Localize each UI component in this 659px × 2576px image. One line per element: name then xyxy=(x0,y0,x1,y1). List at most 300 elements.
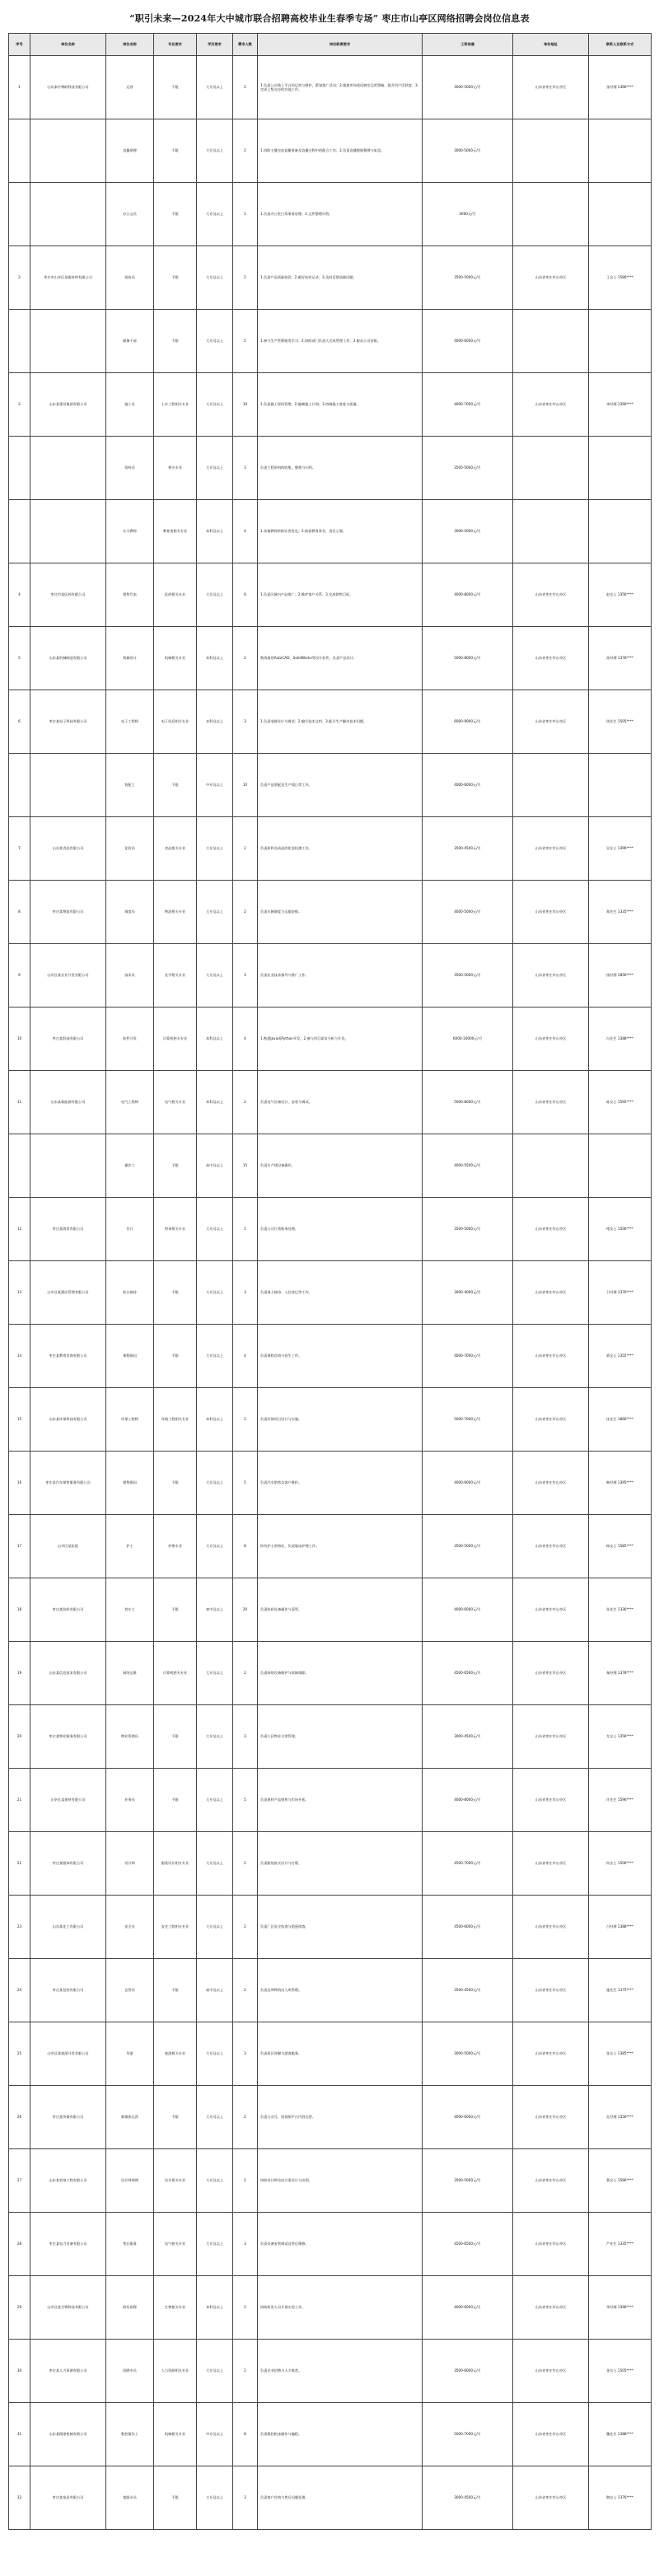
table-row xyxy=(9,119,652,183)
cell-contact xyxy=(589,754,652,817)
cell-education: 大专及以上 xyxy=(197,1832,233,1896)
cell-address: 山东省枣庄市山亭区 xyxy=(513,944,589,1007)
table-row xyxy=(9,500,652,563)
cell-education: 大专及以上 xyxy=(197,310,233,373)
cell-requirements: 1.负责区域内产品推广；2.维护客户关系；3.完成销售目标。 xyxy=(258,563,423,627)
cell-salary: 5000-7000元/月 xyxy=(423,2403,513,2466)
cell-count: 3 xyxy=(233,437,258,500)
cell-education: 大专及以上 xyxy=(197,183,233,246)
cell-contact: 蒋女士 1355**** xyxy=(589,1325,652,1388)
cell-address: 山东省枣庄市山亭区 xyxy=(513,373,589,437)
cell-count: 2 xyxy=(233,246,258,310)
cell-address xyxy=(513,310,589,373)
table-row xyxy=(9,373,652,437)
cell-position: 办公文员 xyxy=(106,183,154,246)
cell-contact: 吕经理 1388**** xyxy=(589,1896,652,1959)
cell-contact: 严先生 1335**** xyxy=(589,2213,652,2276)
cell-contact: 陶女士 1376**** xyxy=(589,2466,652,2530)
cell-position: 护士 xyxy=(106,1515,154,1578)
table-row xyxy=(9,1007,652,1071)
cell-major: 机械相关专业 xyxy=(154,627,197,690)
cell-position: 会计 xyxy=(106,1198,154,1261)
cell-count: 2 xyxy=(233,1642,258,1705)
cell-position: 设计师助理 xyxy=(106,2149,154,2213)
cell-education: 大专及以上 xyxy=(197,1896,233,1959)
cell-address: 山东省枣庄市山亭区 xyxy=(513,1198,589,1261)
table-row xyxy=(9,1325,652,1388)
cell-position: 操作工 xyxy=(106,1134,154,1198)
cell-count: 3 xyxy=(233,944,258,1007)
cell-position: 课程顾问 xyxy=(106,1325,154,1388)
cell-major: 电气相关专业 xyxy=(154,2213,197,2276)
cell-major: 人力资源相关专业 xyxy=(154,2340,197,2403)
cell-requirements: 负责电气设备设计、安装与调试。 xyxy=(258,1071,423,1134)
cell-requirements: 负责车辆调度与运输安排。 xyxy=(258,881,423,944)
cell-count: 10 xyxy=(233,373,258,437)
table-row xyxy=(9,310,652,373)
cell-company: 山东某建设集团有限公司 xyxy=(30,373,106,437)
cell-salary: 3000-4500元/月 xyxy=(423,1705,513,1769)
cell-major: 农学相关专业 xyxy=(154,944,197,1007)
cell-company: 山东某环保科技有限公司 xyxy=(30,1388,106,1452)
cell-salary: 3000-5000元/月 xyxy=(423,56,513,119)
cell-contact: 李经理 1390**** xyxy=(589,373,652,437)
cell-address xyxy=(513,500,589,563)
cell-contact: 张女士 1385**** xyxy=(589,2022,652,2086)
cell-address: 山东省枣庄市山亭区 xyxy=(513,881,589,944)
cell-education: 本科及以上 xyxy=(197,2276,233,2340)
cell-no xyxy=(9,1134,30,1198)
cell-address: 山东省枣庄市山亭区 xyxy=(513,2276,589,2340)
cell-company: 枣庄某教育咨询有限公司 xyxy=(30,1325,106,1388)
cell-contact: 卫经理 1376**** xyxy=(589,1261,652,1325)
header-salary: 工资待遇 xyxy=(423,34,513,56)
cell-education: 大专及以上 xyxy=(197,1325,233,1388)
cell-company: 枣庄某传媒有限公司 xyxy=(30,2086,106,2149)
cell-requirements: 负责环保项目设计与实施。 xyxy=(258,1388,423,1452)
cell-major: 环境工程相关专业 xyxy=(154,1388,197,1452)
cell-address xyxy=(513,1134,589,1198)
cell-education: 大专及以上 xyxy=(197,563,233,627)
cell-requirements: 负责厂区安全检查与隐患排查。 xyxy=(258,1896,423,1959)
header-major: 专业要求 xyxy=(154,34,197,56)
cell-address xyxy=(513,119,589,183)
cell-no: 8 xyxy=(9,881,30,944)
cell-major: 不限 xyxy=(154,1959,197,2022)
cell-requirements: 1.负责电路设计与调试；2.编写技术文档；3.配合生产解决技术问题。 xyxy=(258,690,423,754)
cell-no: 18 xyxy=(9,1578,30,1642)
cell-salary: 4500-6500元/月 xyxy=(423,1642,513,1705)
cell-contact: 华经理 1396**** xyxy=(589,2276,652,2340)
cell-company: 山东某新能源有限公司 xyxy=(30,1071,106,1134)
cell-requirements: 1.协助主播完成直播准备及直播过程中的配合工作；2.负责直播数据整理与复盘。 xyxy=(258,119,423,183)
cell-requirements: 负责汽车销售及客户维护。 xyxy=(258,1452,423,1515)
cell-no: 31 xyxy=(9,2403,30,2466)
cell-position: 实习教师 xyxy=(106,500,154,563)
cell-count: 2 xyxy=(233,1071,258,1134)
cell-education: 大专及以上 xyxy=(197,1515,233,1578)
cell-count: 3 xyxy=(233,2022,258,2086)
cell-requirements: 1.负责施工现场管理；2.编制施工计划；3.协调施工进度与质量。 xyxy=(258,373,423,437)
cell-count: 2 xyxy=(233,1388,258,1452)
cell-requirements: 负责课程咨询与招生工作。 xyxy=(258,1325,423,1388)
cell-count: 3 xyxy=(233,2466,258,2530)
cell-education: 大专及以上 xyxy=(197,1642,233,1705)
cell-requirements: 负责仓库物资出入库管理。 xyxy=(258,1959,423,2022)
cell-salary: 3000-4500元/月 xyxy=(423,2466,513,2530)
cell-contact: 秦经理 1378**** xyxy=(589,1642,652,1705)
cell-major: 物流相关专业 xyxy=(154,881,197,944)
cell-contact xyxy=(589,183,652,246)
cell-company: 山亭区某医院 xyxy=(30,1515,106,1578)
cell-address: 山东省枣庄市山亭区 xyxy=(513,2086,589,2149)
table-row xyxy=(9,2086,652,2149)
cell-education: 大专及以上 xyxy=(197,437,233,500)
cell-contact: 沈先生 1866**** xyxy=(589,1388,652,1452)
cell-no: 7 xyxy=(9,817,30,881)
cell-company: 枣庄某物流有限公司 xyxy=(30,881,106,944)
table-row xyxy=(9,1134,652,1198)
cell-company: 山亭区某旅游开发有限公司 xyxy=(30,2022,106,2086)
cell-no xyxy=(9,310,30,373)
header-requirements: 岗位职责要求 xyxy=(258,34,423,56)
cell-count: 3 xyxy=(233,1261,258,1325)
job-table-wrapper xyxy=(8,33,651,2530)
cell-contact: 张经理 1366**** xyxy=(589,56,652,119)
table-row xyxy=(9,1959,652,2022)
cell-count: 2 xyxy=(233,1832,258,1896)
cell-company xyxy=(30,754,106,817)
cell-major: 服装设计相关专业 xyxy=(154,1832,197,1896)
cell-position: 软件开发 xyxy=(106,1007,154,1071)
cell-major: 不限 xyxy=(154,1769,197,1832)
cell-education: 初中及以上 xyxy=(197,1578,233,1642)
cell-position: 运营 xyxy=(106,56,154,119)
cell-education: 大专及以上 xyxy=(197,56,233,119)
cell-salary: 4000-6000元/月 xyxy=(423,2276,513,2340)
cell-company: 枣庄某电力设备有限公司 xyxy=(30,2213,106,2276)
cell-salary: 3500-4500元/月 xyxy=(423,1959,513,2022)
cell-no: 3 xyxy=(9,373,30,437)
cell-requirements: 1.负责产品质量检验；2.做好检验记录；3.及时反馈质量问题。 xyxy=(258,246,423,310)
cell-count: 2 xyxy=(233,119,258,183)
cell-count: 4 xyxy=(233,1325,258,1388)
cell-requirements: 负责产品装配及生产线日常工作。 xyxy=(258,754,423,817)
table-row xyxy=(9,437,652,500)
cell-salary: 4000-6000元/月 xyxy=(423,2086,513,2149)
table-row xyxy=(9,2213,652,2276)
cell-education: 本科及以上 xyxy=(197,690,233,754)
table-row xyxy=(9,2340,652,2403)
cell-contact: 尤女士 1356**** xyxy=(589,1705,652,1769)
cell-position: 研发助理 xyxy=(106,2276,154,2340)
cell-no: 9 xyxy=(9,944,30,1007)
cell-salary: 4000-6000元/月 xyxy=(423,754,513,817)
cell-position: 数控操作工 xyxy=(106,2403,154,2466)
cell-contact: 钱经理 1856**** xyxy=(589,944,652,1007)
cell-position: 物业管理员 xyxy=(106,1705,154,1769)
cell-requirements: 负责客人接待、入住登记等工作。 xyxy=(258,1261,423,1325)
cell-salary: 3000-5000元/月 xyxy=(423,2022,513,2086)
cell-company: 山东某化工有限公司 xyxy=(30,1896,106,1959)
cell-company: 枣庄某商贸有限公司 xyxy=(30,1198,106,1261)
cell-position: 售后服务 xyxy=(106,2213,154,2276)
cell-salary: 4000-6000元/月 xyxy=(423,1578,513,1642)
table-row xyxy=(9,2466,652,2530)
cell-education: 大专及以上 xyxy=(197,2086,233,2149)
cell-position: 导游 xyxy=(106,2022,154,2086)
cell-address: 山东省枣庄市山亭区 xyxy=(513,2403,589,2466)
table-row xyxy=(9,246,652,310)
cell-no xyxy=(9,119,30,183)
cell-major: 生物相关专业 xyxy=(154,2276,197,2340)
table-row xyxy=(9,944,652,1007)
cell-count: 2 xyxy=(233,2340,258,2403)
cell-position: 环保工程师 xyxy=(106,1388,154,1452)
cell-company: 山东某信息技术有限公司 xyxy=(30,1642,106,1705)
cell-no xyxy=(9,183,30,246)
cell-company: 山东某装饰工程有限公司 xyxy=(30,2149,106,2213)
cell-contact: 陈女士 1595**** xyxy=(589,1071,652,1134)
cell-requirements: 持有护士资格证，负责临床护理工作。 xyxy=(258,1515,423,1578)
cell-address xyxy=(513,437,589,500)
cell-major: 教育类相关专业 xyxy=(154,500,197,563)
cell-address: 山东省枣庄市山亭区 xyxy=(513,56,589,119)
cell-address: 山东省枣庄市山亭区 xyxy=(513,1007,589,1071)
table-row xyxy=(9,183,652,246)
cell-no: 5 xyxy=(9,627,30,690)
cell-company: 枣庄市某医药有限公司 xyxy=(30,563,106,627)
cell-salary: 4000-8000元/月 xyxy=(423,563,513,627)
cell-major: 安全工程相关专业 xyxy=(154,1896,197,1959)
cell-contact: 施先生 1375**** xyxy=(589,1959,652,2022)
cell-education: 高中及以上 xyxy=(197,1959,233,2022)
cell-address: 山东省枣庄市山亭区 xyxy=(513,1642,589,1705)
cell-salary: 3500-4500元/月 xyxy=(423,817,513,881)
cell-major: 不限 xyxy=(154,1452,197,1515)
cell-position: 网络运维 xyxy=(106,1642,154,1705)
cell-address: 山东省枣庄市山亭区 xyxy=(513,246,589,310)
cell-requirements: 负责建材产品销售与市场开拓。 xyxy=(258,1769,423,1832)
cell-requirements: 负责小区物业日常管理。 xyxy=(258,1705,423,1769)
cell-education: 高中及以上 xyxy=(197,1134,233,1198)
cell-count: 2 xyxy=(233,881,258,944)
cell-address: 山东省枣庄市山亭区 xyxy=(513,1705,589,1769)
cell-major: 不限 xyxy=(154,246,197,310)
table-row xyxy=(9,1071,652,1134)
cell-count: 2 xyxy=(233,2276,258,2340)
cell-company: 山亭区某生物科技有限公司 xyxy=(30,2276,106,2340)
table-row xyxy=(9,1515,652,1578)
cell-no: 6 xyxy=(9,690,30,754)
document-title: “职引未来—2024年大中城市联合招聘高校毕业生春季专场” 枣庄市山亭区网络招聘会岗位信息表 xyxy=(129,13,530,24)
cell-count: 2 xyxy=(233,56,258,119)
cell-salary: 3500-5000元/月 xyxy=(423,2149,513,2213)
cell-salary: 3500-5000元/月 xyxy=(423,437,513,500)
table-row xyxy=(9,1452,652,1515)
cell-contact: 吴女士 1396**** xyxy=(589,817,652,881)
cell-major: 医药相关专业 xyxy=(154,563,197,627)
table-body xyxy=(9,56,652,2530)
cell-count: 4 xyxy=(233,1007,258,1071)
cell-requirements: 1.参与生产管理轮岗学习；2.协助部门负责人完成管理工作；3.服从公司安排。 xyxy=(258,310,423,373)
cell-major: 不限 xyxy=(154,1578,197,1642)
cell-company xyxy=(30,500,106,563)
cell-count: 3 xyxy=(233,2213,258,2276)
cell-education: 大专及以上 xyxy=(197,1198,233,1261)
cell-address: 山东省枣庄市山亭区 xyxy=(513,1769,589,1832)
cell-no: 11 xyxy=(9,1071,30,1134)
cell-position: 安全员 xyxy=(106,1896,154,1959)
cell-position: 业务员 xyxy=(106,1769,154,1832)
cell-position: 调度员 xyxy=(106,881,154,944)
cell-requirements: 负责客户咨询与售后问题处理。 xyxy=(258,2466,423,2530)
cell-education: 中专及以上 xyxy=(197,2403,233,2466)
cell-salary: 3500-6000元/月 xyxy=(423,2340,513,2403)
cell-company: 枣庄某包装有限公司 xyxy=(30,1959,106,2022)
table-row xyxy=(9,1388,652,1452)
cell-address: 山东省枣庄市山亭区 xyxy=(513,2149,589,2213)
cell-salary: 3500-5000元/月 xyxy=(423,1515,513,1578)
table-row xyxy=(9,627,652,690)
cell-salary: 4000-5000元/月 xyxy=(423,881,513,944)
cell-major: 不限 xyxy=(154,1705,197,1769)
cell-education: 大专及以上 xyxy=(197,2022,233,2086)
cell-company xyxy=(30,119,106,183)
cell-contact: 褚女士 1506**** xyxy=(589,1198,652,1261)
table-row xyxy=(9,817,652,881)
cell-requirements: 负责原料及成品的化验检测工作。 xyxy=(258,817,423,881)
cell-major: 相关专业 xyxy=(154,437,197,500)
cell-position: 储备干部 xyxy=(106,310,154,373)
cell-requirements: 1.具备教师资格证者优先；2.热爱教育事业，责任心强。 xyxy=(258,500,423,563)
cell-major: 不限 xyxy=(154,119,197,183)
cell-contact: 赵女士 1356**** xyxy=(589,563,652,627)
cell-salary: 4000-9000元/月 xyxy=(423,1452,513,1515)
cell-no: 32 xyxy=(9,2466,30,2530)
cell-education: 大专及以上 xyxy=(197,1261,233,1325)
cell-salary: 3000元/月 xyxy=(423,183,513,246)
cell-no: 24 xyxy=(9,1959,30,2022)
table-row xyxy=(9,881,652,944)
cell-address: 山东省枣庄市山亭区 xyxy=(513,563,589,627)
table-row xyxy=(9,754,652,817)
cell-salary: 4000-6000元/月 xyxy=(423,310,513,373)
cell-contact: 韩经理 1395**** xyxy=(589,1452,652,1515)
cell-address: 山东省枣庄市山亭区 xyxy=(513,1071,589,1134)
cell-major: 不限 xyxy=(154,2466,197,2530)
cell-requirements: 协助设计师完成方案设计与出图。 xyxy=(258,2149,423,2213)
cell-education: 大专及以上 xyxy=(197,2466,233,2530)
cell-contact: 冯先生 1388**** xyxy=(589,1007,652,1071)
cell-address: 山东省枣庄市山亭区 xyxy=(513,1896,589,1959)
cell-address: 山东省枣庄市山亭区 xyxy=(513,627,589,690)
cell-address: 山东省枣庄市山亭区 xyxy=(513,1325,589,1388)
cell-contact: 魏先生 1388**** xyxy=(589,2403,652,2466)
cell-count: 20 xyxy=(233,1578,258,1642)
cell-major: 电气相关专业 xyxy=(154,1071,197,1134)
cell-education: 大专及以上 xyxy=(197,944,233,1007)
cell-requirements: 负责服装款式设计与打版。 xyxy=(258,1832,423,1896)
cell-company: 山东某机械制造有限公司 xyxy=(30,627,106,690)
cell-contact: 杨女士 1585**** xyxy=(589,1515,652,1578)
cell-company: 枣庄某人力资源有限公司 xyxy=(30,2340,106,2403)
cell-no: 17 xyxy=(9,1515,30,1578)
cell-contact xyxy=(589,119,652,183)
cell-company xyxy=(30,183,106,246)
cell-count: 5 xyxy=(233,310,258,373)
cell-count: 2 xyxy=(233,2086,258,2149)
cell-position: 销售顾问 xyxy=(106,1452,154,1515)
cell-major: 计算机相关专业 xyxy=(154,1007,197,1071)
cell-education: 本科及以上 xyxy=(197,1388,233,1452)
table-row xyxy=(9,2149,652,2213)
cell-position: 招聘专员 xyxy=(106,2340,154,2403)
cell-address: 山东省枣庄市山亭区 xyxy=(513,1832,589,1896)
cell-company: 枣庄某电子科技有限公司 xyxy=(30,690,106,754)
cell-contact: 金女士 1505**** xyxy=(589,2340,652,2403)
cell-major: 不限 xyxy=(154,754,197,817)
cell-major: 不限 xyxy=(154,1325,197,1388)
cell-major: 护理专业 xyxy=(154,1515,197,1578)
cell-salary: 4000-7000元/月 xyxy=(423,1325,513,1388)
cell-company: 山亭区某酒店管理有限公司 xyxy=(30,1261,106,1325)
cell-education: 大专及以上 xyxy=(197,2340,233,2403)
cell-major: 食品相关专业 xyxy=(154,817,197,881)
cell-company: 枣庄市山亭区某新材料有限公司 xyxy=(30,246,106,310)
cell-count: 4 xyxy=(233,500,258,563)
header-position: 岗位名称 xyxy=(106,34,154,56)
cell-requirements: 负责生产线设备操作。 xyxy=(258,1134,423,1198)
cell-contact: 周先生 1505**** xyxy=(589,690,652,754)
cell-no: 20 xyxy=(9,1705,30,1769)
cell-count: 15 xyxy=(233,1134,258,1198)
cell-address xyxy=(513,754,589,817)
cell-position: 客服专员 xyxy=(106,2466,154,2530)
table-row xyxy=(9,563,652,627)
cell-count: 2 xyxy=(233,2149,258,2213)
cell-salary: 5000-8000元/月 xyxy=(423,1071,513,1134)
cell-address: 山东省枣庄市山亭区 xyxy=(513,1578,589,1642)
cell-salary: 4500-6500元/月 xyxy=(423,2213,513,2276)
cell-address: 山东省枣庄市山亭区 xyxy=(513,1452,589,1515)
cell-position: 电气工程师 xyxy=(106,1071,154,1134)
cell-contact: 曹女士 1586**** xyxy=(589,2149,652,2213)
cell-count: 5 xyxy=(233,1452,258,1515)
cell-salary: 5000-7000元/月 xyxy=(423,1388,513,1452)
cell-requirements: 负责景区讲解与游客服务。 xyxy=(258,2022,423,2086)
cell-requirements: 负责数控机床操作与编程。 xyxy=(258,2403,423,2466)
cell-major: 旅游相关专业 xyxy=(154,2022,197,2086)
cell-requirements: 负责网络设备维护与故障排除。 xyxy=(258,1642,423,1705)
cell-no: 13 xyxy=(9,1261,30,1325)
cell-major: 机械相关专业 xyxy=(154,2403,197,2466)
cell-salary: 3000-4000元/月 xyxy=(423,1261,513,1325)
cell-no: 19 xyxy=(9,1642,30,1705)
cell-education: 本科及以上 xyxy=(197,627,233,690)
cell-position: 仓管员 xyxy=(106,1959,154,2022)
cell-position: 直播助理 xyxy=(106,119,154,183)
cell-major: 不限 xyxy=(154,56,197,119)
cell-salary: 4500-6000元/月 xyxy=(423,1896,513,1959)
cell-major: 设计相关专业 xyxy=(154,2149,197,2213)
table-row xyxy=(9,2403,652,2466)
cell-education: 大专及以上 xyxy=(197,817,233,881)
cell-no: 10 xyxy=(9,1007,30,1071)
header-count: 需求人数 xyxy=(233,34,258,56)
cell-education: 大专及以上 xyxy=(197,1769,233,1832)
cell-requirements: 负责农业技术指导与推广工作。 xyxy=(258,944,423,1007)
